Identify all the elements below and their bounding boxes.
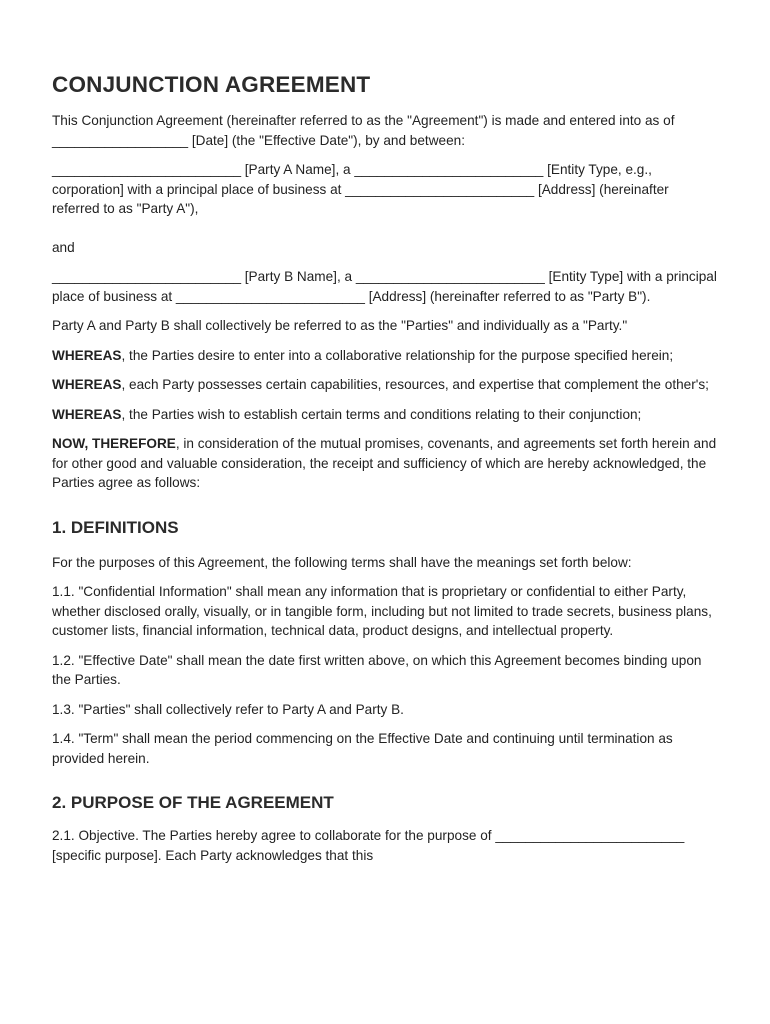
- recital-lead: WHEREAS: [52, 347, 122, 363]
- section-heading-definitions: 1. DEFINITIONS: [52, 517, 179, 537]
- recital-lead: WHEREAS: [52, 406, 122, 422]
- definitions-intro: For the purposes of this Agreement, the following terms shall have the meanings set forth below:: [52, 554, 632, 570]
- recital-lead: WHEREAS: [52, 377, 122, 392]
- purpose-2-1: 2.1. Objective. The Parties hereby agree to collaborate for the purpose of _________________________ [specific purpose]. Each Party acknowledges that this: [52, 828, 685, 863]
- intro-paragraph: This Conjunction Agreement (hereinafter referred to as the "Agreement") is made and entered into as of __________________ [Date] (the "Effective Date"), by and between:: [52, 113, 675, 148]
- recital-text: , the Parties wish to establish certain terms and conditions relating to their conjunction;: [121, 406, 642, 422]
- document-title: CONJUNCTION AGREEMENT: [52, 72, 371, 97]
- recital-3: [52, 405, 718, 425]
- recital-lead: NOW, THEREFORE: [52, 436, 176, 451]
- recital-text: , each Party possesses certain capabilities, resources, and expertise that complement the other's;: [121, 377, 709, 392]
- recital-2: [52, 375, 718, 395]
- definition-1-4: 1.4. "Term" shall mean the period commencing on the Effective Date and continuing until termination as provided herein.: [52, 731, 673, 766]
- recital-1: [52, 346, 718, 366]
- definition-1-3: 1.3. "Parties" shall collectively refer to Party A and Party B.: [52, 701, 404, 717]
- section-heading-purpose: 2. PURPOSE OF THE AGREEMENT: [52, 793, 334, 812]
- definition-1-1: 1.1. "Confidential Information" shall mean any information that is proprietary or confidential to either Party, whether disclosed orally, visually, or in tangible form, including but not limited to trade secrets, business plans, customer lists, financial information, technical data, product designs, and intellectual property.: [52, 584, 712, 638]
- recital-text: , in consideration of the mutual promises, covenants, and agreements set forth herein and for other good and valuable consideration, the receipt and sufficiency of which are hereby acknowledged, the Parties agree as follows:: [52, 436, 717, 490]
- and-line: and: [52, 239, 75, 255]
- parties-statement: Party A and Party B shall collectively be referred to as the "Parties" and individually as a "Party.": [52, 318, 628, 333]
- now-therefore-clause: [52, 434, 718, 493]
- party-b-paragraph: _________________________ [Party B Name], a _________________________ [Entity Type] with a principal place of business at _________________________ [Address] (hereinafter referred to as "Party B").: [52, 269, 717, 304]
- recital-text: , the Parties desire to enter into a collaborative relationship for the purpose specified herein;: [121, 347, 674, 363]
- definition-1-2: 1.2. "Effective Date" shall mean the date first written above, on which this Agreement becomes binding upon the Parties.: [52, 652, 702, 687]
- party-a-paragraph: _________________________ [Party A Name], a _________________________ [Entity Type, e.g., corporation] with a principal place of business at _________________________ [Address] (hereinafter referred to as "Party A"),: [52, 162, 669, 216]
